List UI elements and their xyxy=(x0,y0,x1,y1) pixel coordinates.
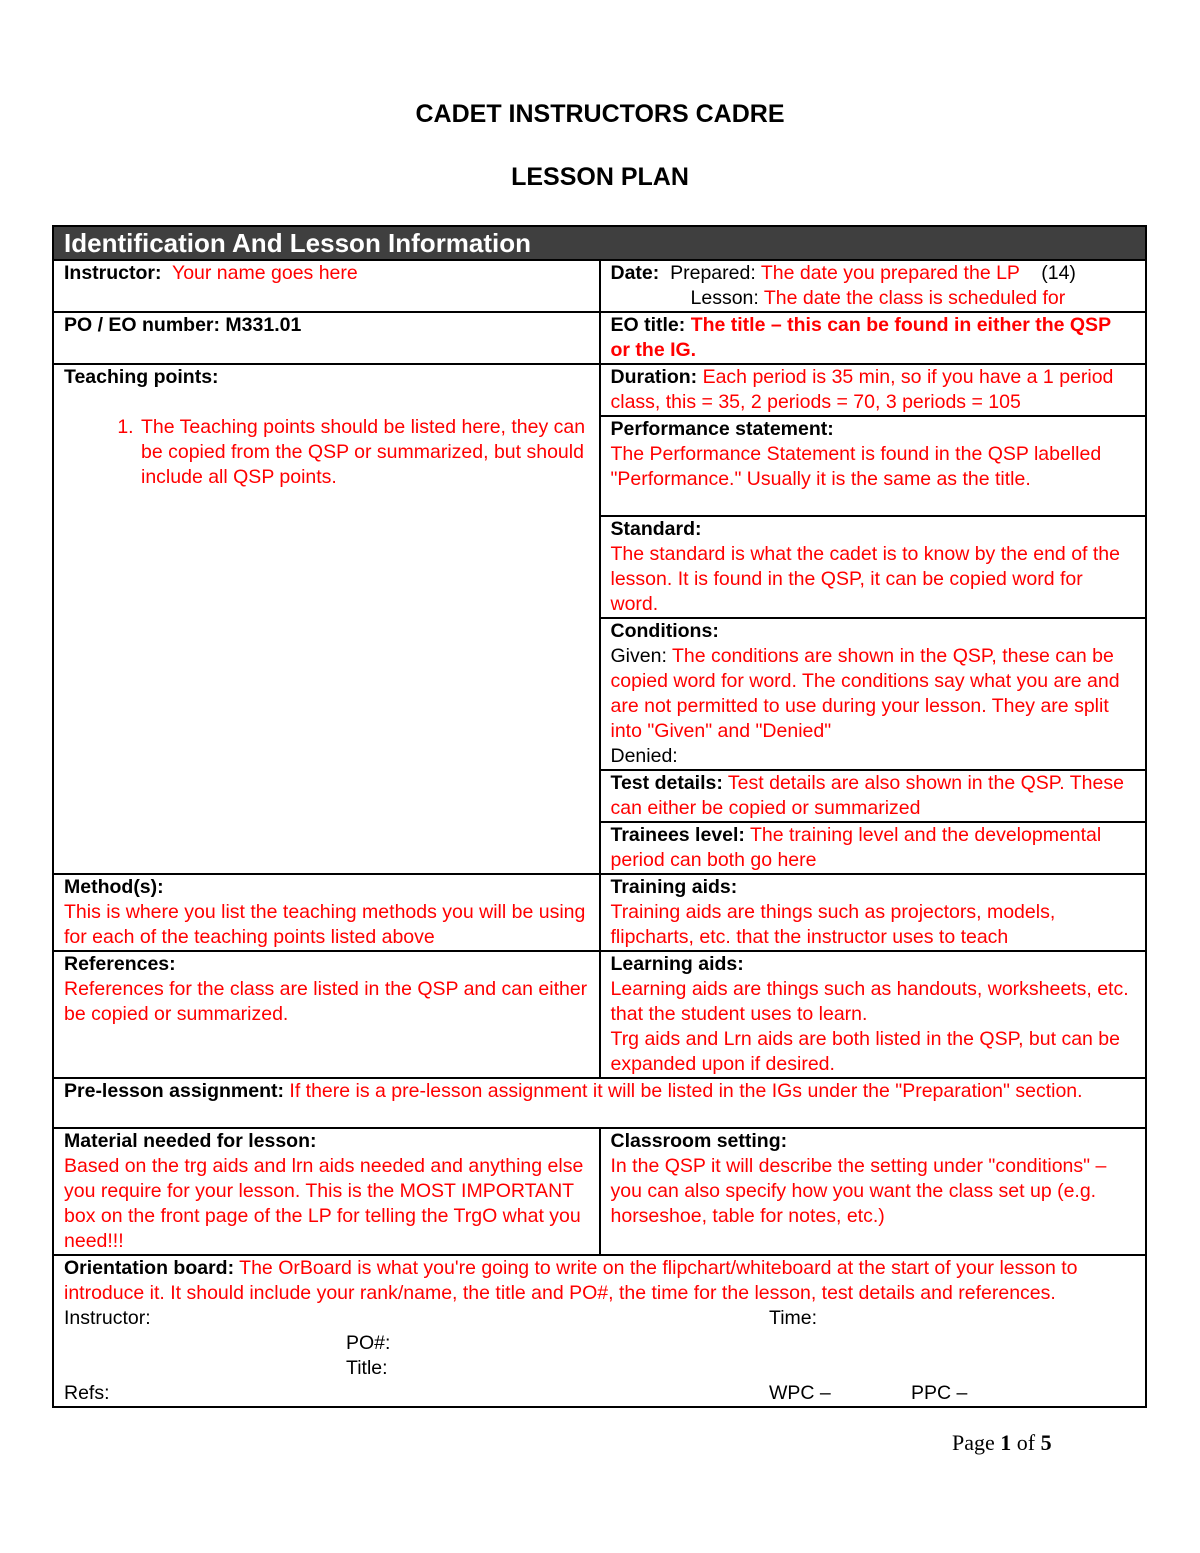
standard-cell xyxy=(600,516,1147,618)
prepared-value: The date you prepared the LP xyxy=(760,262,1020,284)
orboard-po: PO#: xyxy=(346,1332,391,1354)
instructor-label: Instructor: xyxy=(64,262,162,284)
prepared-note: (14) xyxy=(1041,262,1076,284)
classroom-cell xyxy=(600,1128,1147,1255)
eo-title-value: The title – this can be found in either the QSP or the IG. xyxy=(610,314,1111,361)
methods-label: Method(s): xyxy=(64,876,164,898)
orboard-time: Time: xyxy=(769,1307,818,1329)
learning-aids-label: Learning aids: xyxy=(610,953,744,975)
classroom-label: Classroom setting: xyxy=(610,1130,788,1152)
document-subtitle: LESSON PLAN xyxy=(511,163,689,191)
orboard-title: Title: xyxy=(346,1357,388,1379)
classroom-value: In the QSP it will describe the setting under "conditions" – you can also specify how you want the class set up (e.g. horseshoe, table for notes, etc.) xyxy=(610,1155,1107,1227)
standard-label: Standard: xyxy=(610,518,702,540)
references-cell xyxy=(53,951,600,1078)
lesson-info-table xyxy=(52,225,1147,1408)
orientation-cell xyxy=(53,1255,1146,1407)
date-cell xyxy=(600,260,1147,312)
orboard-ppc: PPC – xyxy=(911,1382,968,1404)
test-value: Test details are also shown in the QSP. These can either be copied or summarized xyxy=(610,772,1124,819)
document-title: CADET INSTRUCTORS CADRE xyxy=(415,100,785,128)
conditions-label: Conditions: xyxy=(610,620,719,642)
methods-value: This is where you list the teaching methods you will be using for each of the teaching points listed above xyxy=(64,901,586,948)
teaching-point: 1. The Teaching points should be listed here, they can be copied from the QSP or summarized, but should include all QSP points. xyxy=(139,415,589,490)
eo-title-label: EO title: xyxy=(610,314,686,336)
instructor-cell xyxy=(53,260,600,312)
denied-label: Denied: xyxy=(610,745,678,767)
material-value: Based on the trg aids and lrn aids needed and anything else you require for your lesson. This is the MOST IMPORTANT box on the front page of the LP for telling the TrgO what you need!!! xyxy=(64,1155,584,1252)
page-total: 5 xyxy=(1040,1430,1052,1455)
references-value: References for the class are listed in the QSP and can either be copied or summarized. xyxy=(64,978,588,1025)
prelesson-value: If there is a pre-lesson assignment it will be listed in the IGs under the "Preparation" section. xyxy=(289,1080,1083,1102)
material-cell xyxy=(53,1128,600,1255)
trainees-value: The training level and the developmental period can both go here xyxy=(610,824,1102,871)
given-label: Given: xyxy=(610,645,667,667)
learning-aids-value: Learning aids are things such as handouts, worksheets, etc. that the student uses to learn. xyxy=(610,978,1129,1025)
orientation-label: Orientation board: xyxy=(64,1257,235,1279)
prepared-label: Prepared: xyxy=(670,262,756,284)
of-word: of xyxy=(1016,1430,1036,1455)
po-cell xyxy=(53,312,600,364)
test-label: Test details: xyxy=(610,772,723,794)
duration-value: Each period is 35 min, so if you have a 1 period class, this = 35, 2 periods = 70, 3 periods = 105 xyxy=(610,366,1114,413)
orboard-template xyxy=(64,1306,1135,1406)
date-label: Date: xyxy=(610,262,660,284)
standard-value: The standard is what the cadet is to know by the end of the lesson. It is found in the QSP, it can be copied word for word. xyxy=(610,543,1120,615)
orientation-value: The OrBoard is what you're going to write on the flipchart/whiteboard at the start of your lesson to introduce it. It should include your rank/name, the title and PO#, the time for the lesson, test details and references. xyxy=(64,1257,1078,1304)
orboard-wpc: WPC – xyxy=(769,1382,831,1404)
performance-label: Performance statement: xyxy=(610,418,834,440)
training-aids-cell xyxy=(600,874,1147,951)
conditions-cell xyxy=(600,618,1147,770)
performance-cell xyxy=(600,416,1147,516)
given-value: The conditions are shown in the QSP, these can be copied word for word. The conditions say what you are and are not permitted to use during your lesson. They are split into "Given" and "Denied" xyxy=(610,645,1120,742)
lesson-label: Lesson: xyxy=(690,287,759,309)
performance-value: The Performance Statement is found in the QSP labelled "Performance." Usually it is the same as the title. xyxy=(610,443,1102,490)
references-label: References: xyxy=(64,953,176,975)
instructor-value: Your name goes here xyxy=(171,262,358,284)
material-label: Material needed for lesson: xyxy=(64,1130,317,1152)
learning-aids-cell xyxy=(600,951,1147,1078)
page-current: 1 xyxy=(1000,1430,1012,1455)
teaching-points-label: Teaching points: xyxy=(64,366,219,388)
prelesson-label: Pre-lesson assignment: xyxy=(64,1080,284,1102)
duration-cell xyxy=(600,364,1147,416)
training-aids-label: Training aids: xyxy=(610,876,738,898)
teaching-points-list xyxy=(64,415,589,490)
orboard-refs: Refs: xyxy=(64,1382,110,1404)
prelesson-cell xyxy=(53,1078,1146,1128)
duration-label: Duration: xyxy=(610,366,698,388)
trainees-cell xyxy=(600,822,1147,874)
lesson-value: The date the class is scheduled for xyxy=(763,287,1066,309)
test-details-cell xyxy=(600,770,1147,822)
po-label: PO / EO number: M331.01 xyxy=(64,314,302,336)
page-number xyxy=(952,1430,1052,1456)
teaching-points-cell xyxy=(53,364,600,874)
orboard-instructor: Instructor: xyxy=(64,1307,151,1329)
methods-cell xyxy=(53,874,600,951)
training-aids-value: Training aids are things such as projectors, models, flipcharts, etc. that the instructor uses to teach xyxy=(610,901,1056,948)
learning-aids-value-2: Trg aids and Lrn aids are both listed in the QSP, but can be expanded upon if desired. xyxy=(610,1028,1120,1075)
trainees-label: Trainees level: xyxy=(610,824,745,846)
table-header: Identification And Lesson Information xyxy=(53,226,1146,260)
eo-title-cell xyxy=(600,312,1147,364)
page-word: Page xyxy=(952,1430,995,1455)
